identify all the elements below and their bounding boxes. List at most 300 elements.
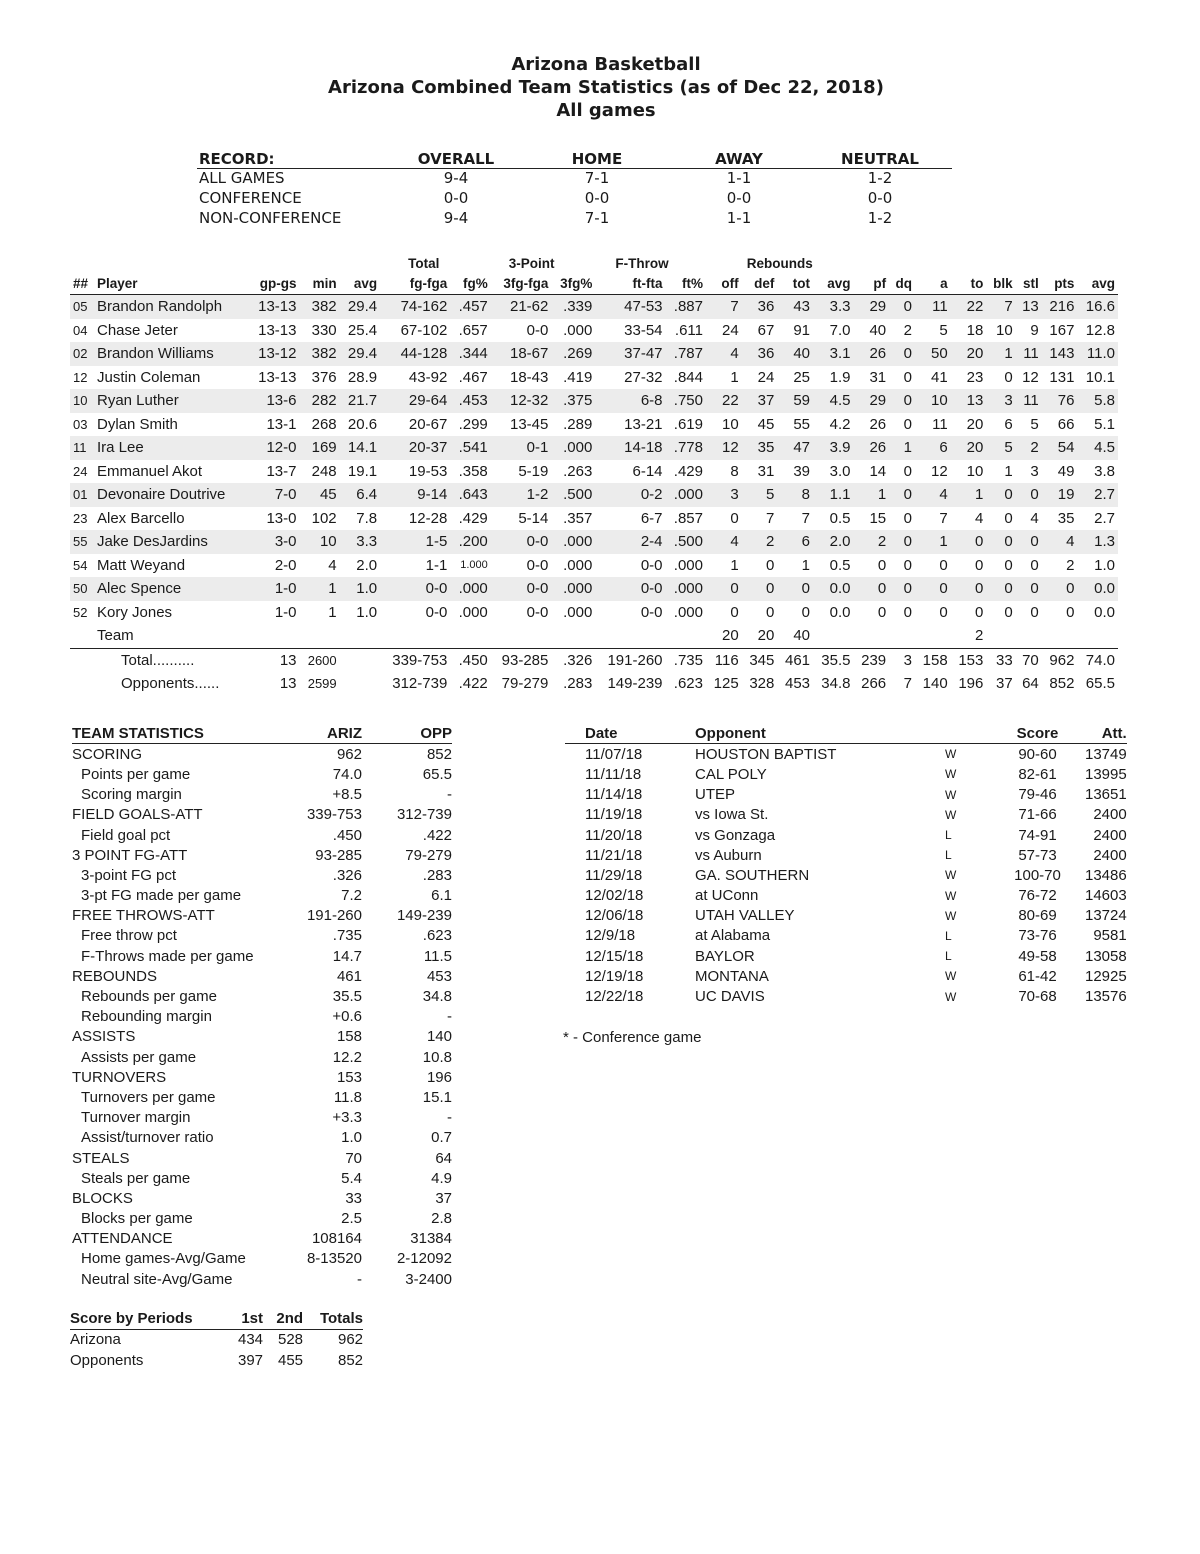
team-stat-ariz: 12.2 — [332, 1048, 362, 1066]
stat-cell: 37 — [996, 675, 1013, 693]
stat-cell: 1 — [730, 368, 739, 386]
column-header: Player — [94, 272, 249, 295]
stat-cell: 0 — [706, 577, 742, 601]
stat-cell: 962 — [1042, 648, 1078, 672]
stat-cell: 7 — [706, 295, 742, 319]
game-row — [565, 865, 1127, 885]
score-by-periods-table — [70, 1308, 363, 1371]
stat-cell: 0 — [889, 342, 915, 366]
stat-cell: .467 — [458, 368, 488, 386]
stat-cell: .344 — [450, 342, 490, 366]
game-result: W — [945, 908, 957, 923]
team-stat-row — [72, 1067, 452, 1087]
player-number: 52 — [73, 604, 88, 620]
player-number: 54 — [73, 557, 88, 573]
stat-cell: 31 — [757, 462, 775, 480]
record-header-home: HOME — [571, 150, 623, 168]
stat-cell: 25.4 — [347, 321, 378, 339]
column-header: a — [915, 272, 951, 295]
period-score: 962 — [338, 1331, 364, 1349]
team-stat-label: Free throw pct — [81, 927, 177, 945]
game-opponent: UTEP — [695, 786, 736, 804]
team-stat-opp: 3-2400 — [405, 1270, 452, 1288]
player-row — [70, 577, 1118, 601]
game-attendance: 13995 — [1085, 765, 1127, 783]
team-stat-ariz: 108164 — [311, 1230, 362, 1248]
team-stat-row — [72, 986, 452, 1006]
stat-cell: 18-43 — [509, 368, 549, 386]
doc-title-line2: Arizona Combined Team Statistics (as of Dec 22, 2018) — [328, 77, 884, 98]
stat-cell: 1 — [986, 342, 1015, 366]
player-stats-table — [70, 254, 1118, 696]
stat-cell: 55 — [793, 415, 811, 433]
stat-cell: 0 — [730, 603, 739, 621]
stat-cell: 14-18 — [595, 436, 665, 460]
game-opponent: UC DAVIS — [695, 988, 765, 1006]
team-stat-opp: 0.7 — [431, 1129, 452, 1147]
team-stat-row — [72, 1269, 452, 1289]
stat-cell: 0 — [1066, 603, 1075, 621]
game-date: 11/21/18 — [585, 846, 643, 864]
stat-cell: 26 — [853, 342, 889, 366]
stat-cell: .000 — [551, 436, 595, 460]
team-stat-row — [72, 825, 452, 845]
game-attendance: 14603 — [1085, 887, 1127, 905]
team-stat-row — [72, 1229, 452, 1249]
game-result: W — [945, 888, 957, 903]
stat-cell: 64 — [1022, 675, 1039, 693]
stat-cell: 29 — [853, 389, 889, 413]
stat-cell: 5 — [742, 483, 778, 507]
player-row — [70, 601, 1118, 625]
stat-cell: .339 — [551, 295, 595, 319]
stat-cell — [1077, 624, 1118, 648]
stat-cell: 4.5 — [813, 389, 853, 413]
column-header: 3fg% — [551, 272, 595, 295]
team-stat-opp: 31384 — [410, 1230, 452, 1248]
team-stat-label: TURNOVERS — [72, 1068, 167, 1086]
stat-cell: .000 — [673, 603, 703, 621]
game-score: 90-60 — [1018, 745, 1057, 763]
stat-cell — [249, 624, 300, 648]
period-score: 397 — [238, 1351, 264, 1369]
record-value: 0-0 — [726, 189, 752, 207]
stat-cell: 0.0 — [813, 577, 853, 601]
stat-cell: .000 — [563, 603, 593, 621]
sbp-1st-header: 1st — [238, 1308, 263, 1329]
stat-cell: 7.0 — [829, 321, 851, 339]
game-score: 71-66 — [1018, 806, 1057, 824]
team-stat-row — [72, 1087, 452, 1107]
player-number: 50 — [70, 577, 94, 601]
column-header: avg — [340, 272, 380, 295]
stat-cell: 20-67 — [408, 415, 448, 433]
stat-cell: 14 — [869, 462, 887, 480]
team-stat-opp: 6.1 — [431, 887, 452, 905]
stat-cell: 0 — [903, 462, 913, 480]
player-number: 10 — [70, 389, 94, 413]
game-results-table — [565, 723, 1127, 1007]
stat-cell: 3 — [706, 483, 742, 507]
game-row — [565, 845, 1127, 865]
stat-cell: 2600 — [300, 648, 340, 672]
stat-cell: 0-0 — [526, 556, 549, 574]
stat-cell: 10 — [915, 389, 951, 413]
stat-cell: 8 — [777, 483, 813, 507]
stat-cell: 330 — [311, 321, 337, 339]
stat-cell: 0 — [1016, 577, 1042, 601]
record-row — [197, 209, 952, 229]
record-header-row — [197, 150, 952, 169]
stat-cell: 1 — [730, 556, 739, 574]
column-header: fg-fga — [380, 272, 450, 295]
stat-cell: 1-0 — [274, 603, 297, 621]
player-row — [70, 507, 1118, 531]
stat-cell: 140 — [922, 675, 948, 693]
stat-cell: 0 — [1004, 603, 1013, 621]
stat-cell: 45 — [300, 483, 340, 507]
stat-cell — [340, 672, 380, 696]
stat-cell: 116 — [706, 648, 742, 672]
stat-cell: 0 — [903, 603, 913, 621]
stat-cell: 20-37 — [380, 436, 450, 460]
stat-cell: .000 — [450, 577, 490, 601]
team-stat-label: FREE THROWS-ATT — [72, 907, 215, 925]
stat-cell: 0 — [877, 603, 887, 621]
player-number: 04 — [73, 322, 88, 338]
team-stat-label: Assists per game — [81, 1048, 197, 1066]
stat-cell — [915, 624, 951, 648]
sbp-totals-header: Totals — [303, 1308, 363, 1329]
game-result: W — [945, 787, 957, 802]
game-row — [565, 805, 1127, 825]
team-stat-opp: 10.8 — [422, 1048, 452, 1066]
team-stat-label: FIELD GOALS-ATT — [72, 806, 203, 824]
stat-cell: 9 — [1030, 321, 1039, 339]
player-name: Devonaire Doutrive — [94, 483, 249, 507]
stat-cell: 21-62 — [491, 295, 552, 319]
game-opponent: at UConn — [695, 887, 759, 905]
stat-cell: 0 — [1030, 556, 1039, 574]
game-row — [565, 764, 1127, 784]
stat-cell: 19.1 — [347, 462, 378, 480]
stat-cell: 8 — [730, 462, 739, 480]
stat-cell: 0 — [853, 577, 889, 601]
game-result: W — [945, 807, 957, 822]
stat-cell: 0 — [986, 483, 1015, 507]
game-result: W — [945, 868, 957, 883]
player-row — [70, 366, 1118, 390]
team-stats-header: TEAM STATISTICS — [72, 723, 302, 744]
stat-cell: 0 — [889, 483, 915, 507]
column-header: dq — [889, 272, 915, 295]
stat-cell: 7 — [766, 509, 775, 527]
stat-cell: 29.4 — [340, 295, 380, 319]
period-score: 455 — [278, 1351, 304, 1369]
team-stat-ariz: 158 — [336, 1028, 362, 1046]
stat-cell: 3.1 — [813, 342, 853, 366]
player-name: Matt Weyand — [97, 556, 186, 574]
player-name: Alex Barcello — [97, 509, 185, 527]
stat-cell: 11.0 — [1077, 342, 1118, 366]
stat-cell: 13-13 — [258, 321, 297, 339]
stat-cell: 1-5 — [380, 530, 450, 554]
stat-cell: 0 — [889, 295, 915, 319]
stat-cell: 0-0 — [595, 577, 665, 601]
team-stat-opp: - — [447, 786, 452, 804]
stat-cell: .375 — [551, 389, 595, 413]
game-date: 11/07/18 — [585, 745, 643, 763]
stat-cell: 143 — [1042, 342, 1078, 366]
stat-cell: 4 — [1042, 530, 1078, 554]
stat-cell: 0 — [903, 556, 913, 574]
stat-cell: 45 — [757, 415, 775, 433]
team-stat-ariz: 8-13520 — [306, 1250, 362, 1268]
stat-cell: 239 — [853, 648, 889, 672]
game-result: L — [945, 828, 952, 843]
stat-cell: 27-32 — [624, 368, 663, 386]
player-number: 02 — [70, 342, 94, 366]
record-header-overall: OVERALL — [417, 150, 495, 168]
stat-cell: .200 — [450, 530, 490, 554]
stat-cell: .450 — [450, 648, 490, 672]
player-name: Brandon Randolph — [94, 295, 249, 319]
stat-cell: 18 — [966, 321, 984, 339]
column-header: ft-fta — [595, 272, 665, 295]
stat-cell: 13-0 — [266, 509, 297, 527]
stat-cell: 0 — [877, 556, 887, 574]
stat-cell: 7.8 — [356, 509, 378, 527]
stat-cell: 10 — [300, 530, 340, 554]
period-team: Opponents — [70, 1351, 144, 1369]
stat-cell: 18-67 — [491, 342, 552, 366]
column-header: avg — [1077, 272, 1118, 295]
stat-cell: 12.8 — [1085, 321, 1115, 339]
stat-cell: 345 — [742, 648, 778, 672]
stat-cell: 13 — [1016, 295, 1042, 319]
player-number: 11 — [70, 436, 94, 460]
stat-cell: 2.0 — [356, 556, 378, 574]
stat-cell: 11 — [915, 295, 951, 319]
team-stat-ariz: 1.0 — [341, 1129, 362, 1147]
team-stat-ariz: +8.5 — [332, 786, 362, 804]
game-row — [565, 744, 1127, 765]
record-value: 1-2 — [867, 169, 893, 187]
stat-cell: 59 — [777, 389, 813, 413]
game-row — [565, 886, 1127, 906]
period-score: 852 — [338, 1351, 364, 1369]
stat-cell: 29.4 — [340, 342, 380, 366]
team-stat-ariz: 2.5 — [341, 1210, 362, 1228]
team-stat-label: Assist/turnover ratio — [81, 1129, 214, 1147]
team-stat-label: 3-pt FG made per game — [81, 887, 242, 905]
player-number: 24 — [73, 463, 88, 479]
stat-cell: 1 — [853, 483, 889, 507]
player-row — [70, 624, 1118, 648]
team-stat-row — [72, 865, 452, 885]
team-stat-label: ATTENDANCE — [72, 1230, 173, 1248]
stat-cell: 4 — [915, 483, 951, 507]
stat-cell: 1 — [915, 530, 951, 554]
column-header: gp-gs — [249, 272, 300, 295]
player-name: Dylan Smith — [97, 415, 178, 433]
player-number — [70, 624, 94, 648]
stat-cell: .000 — [458, 603, 488, 621]
stat-cell: .429 — [673, 462, 703, 480]
stat-cell: 2 — [903, 321, 913, 339]
record-label: NON-CONFERENCE — [199, 209, 342, 227]
stat-cell: 12 — [706, 436, 742, 460]
player-name: Emmanuel Akot — [97, 462, 203, 480]
team-stat-label: ASSISTS — [72, 1028, 136, 1046]
player-row — [70, 389, 1118, 413]
stat-cell: 13-6 — [249, 389, 300, 413]
team-stat-row — [72, 1249, 452, 1269]
stat-cell: 0 — [1030, 603, 1039, 621]
stat-cell: 1.3 — [1077, 530, 1118, 554]
stat-cell: 4.2 — [829, 415, 851, 433]
stat-cell: 47-53 — [595, 295, 665, 319]
team-stat-row — [72, 926, 452, 946]
team-stat-label: Points per game — [81, 765, 191, 783]
stat-cell: 461 — [777, 648, 813, 672]
group-3point: 3-Point — [508, 255, 555, 271]
stat-cell: 2 — [853, 530, 889, 554]
game-opponent: GA. SOUTHERN — [695, 866, 810, 884]
stat-cell: 0 — [903, 415, 913, 433]
record-label: CONFERENCE — [199, 189, 302, 207]
stat-cell: 125 — [713, 675, 739, 693]
stat-cell: 339-753 — [380, 648, 450, 672]
game-attendance: 12925 — [1085, 967, 1127, 985]
stat-cell: 35 — [742, 436, 778, 460]
stat-cell: .619 — [673, 415, 703, 433]
game-attendance: 13486 — [1085, 866, 1127, 884]
stat-cell: 1 — [801, 556, 811, 574]
sbp-2nd-header: 2nd — [263, 1308, 303, 1329]
stat-cell: 0 — [903, 509, 913, 527]
stat-cell: .357 — [563, 509, 593, 527]
stat-cell: 0 — [1004, 368, 1013, 386]
stat-cell: 37 — [742, 389, 778, 413]
stat-cell: 26 — [869, 415, 887, 433]
game-date: 11/29/18 — [585, 866, 643, 884]
record-label: ALL GAMES — [199, 169, 285, 187]
game-result: W — [945, 747, 957, 762]
stat-cell: 3.8 — [1094, 462, 1115, 480]
game-score: 100-70 — [1014, 866, 1061, 884]
stat-cell: 6 — [915, 436, 951, 460]
stat-cell: 79-279 — [501, 675, 549, 693]
team-stat-ariz: .735 — [332, 927, 362, 945]
stat-cell: 20 — [966, 415, 984, 433]
stat-cell: 6-14 — [632, 462, 663, 480]
stat-cell: 67-102 — [400, 321, 448, 339]
stat-cell: .611 — [674, 321, 703, 339]
record-value: 0-0 — [867, 189, 893, 207]
stat-cell: 328 — [749, 675, 775, 693]
stat-cell: 0 — [766, 603, 775, 621]
player-number: 23 — [73, 510, 88, 526]
stat-cell: 153 — [951, 648, 987, 672]
doc-title-line1: Arizona Basketball — [511, 54, 701, 75]
stat-cell: 0 — [1004, 556, 1013, 574]
stat-cell: .429 — [458, 509, 488, 527]
stat-cell — [70, 672, 94, 696]
team-stat-row — [72, 886, 452, 906]
game-opponent: at Alabama — [695, 927, 771, 945]
stat-cell — [986, 624, 1015, 648]
team-stat-label: Neutral site-Avg/Game — [81, 1270, 233, 1288]
stat-cell: 0 — [951, 530, 987, 554]
team-stat-ariz: 35.5 — [332, 988, 362, 1006]
stat-cell: 35.5 — [813, 648, 853, 672]
stat-cell: 0-0 — [425, 603, 448, 621]
game-attendance: 2400 — [1093, 806, 1127, 824]
stat-cell: 36 — [742, 295, 778, 319]
stat-cell: 167 — [1049, 321, 1075, 339]
stat-cell: .643 — [450, 483, 490, 507]
game-date: 11/11/18 — [585, 765, 642, 783]
column-header: ft% — [666, 272, 706, 295]
stat-cell: 12-0 — [249, 436, 300, 460]
column-header: fg% — [450, 272, 490, 295]
game-row — [565, 785, 1127, 805]
record-value: 9-4 — [443, 209, 469, 227]
team-stats-table — [72, 723, 452, 1289]
stat-cell: .457 — [450, 295, 490, 319]
stat-cell: 0-0 — [491, 530, 552, 554]
stat-cell: 0.5 — [829, 509, 851, 527]
stat-cell: 91 — [793, 321, 811, 339]
stat-cell: .787 — [666, 342, 706, 366]
stat-cell: 0 — [939, 556, 948, 574]
games-score-header: Score — [990, 723, 1085, 744]
team-stat-label: REBOUNDS — [72, 967, 158, 985]
stat-cell: 0 — [1016, 483, 1042, 507]
team-stat-label: Blocks per game — [81, 1210, 193, 1228]
stat-cell: 93-285 — [491, 648, 552, 672]
stat-cell: 23 — [966, 368, 984, 386]
stat-cell: 5.1 — [1094, 415, 1115, 433]
game-opponent: vs Iowa St. — [695, 806, 769, 824]
column-header: stl — [1016, 272, 1042, 295]
stat-cell — [70, 648, 94, 672]
stat-cell: 12-32 — [491, 389, 552, 413]
stat-cell — [1042, 624, 1078, 648]
column-header: avg — [813, 272, 853, 295]
stat-cell: 7 — [939, 509, 948, 527]
team-stat-row — [72, 785, 452, 805]
period-score: 528 — [278, 1331, 304, 1349]
stat-cell: 3-0 — [249, 530, 300, 554]
stat-cell: 6-8 — [595, 389, 665, 413]
team-stat-label: 3 POINT FG-ATT — [72, 846, 188, 864]
stat-cell: 0-1 — [491, 436, 552, 460]
stat-cell: .269 — [551, 342, 595, 366]
team-stat-opp: 65.5 — [422, 765, 452, 783]
game-row — [565, 926, 1127, 946]
stat-cell: .289 — [563, 415, 593, 433]
stat-cell: 4 — [1030, 509, 1039, 527]
period-team: Arizona — [70, 1331, 121, 1349]
stat-cell: 0-0 — [380, 577, 450, 601]
game-score: 79-46 — [1018, 786, 1057, 804]
stat-cell: 20 — [951, 436, 987, 460]
game-attendance: 13576 — [1085, 988, 1127, 1006]
stat-cell: 10 — [996, 321, 1013, 339]
stat-cell: 0 — [1016, 530, 1042, 554]
